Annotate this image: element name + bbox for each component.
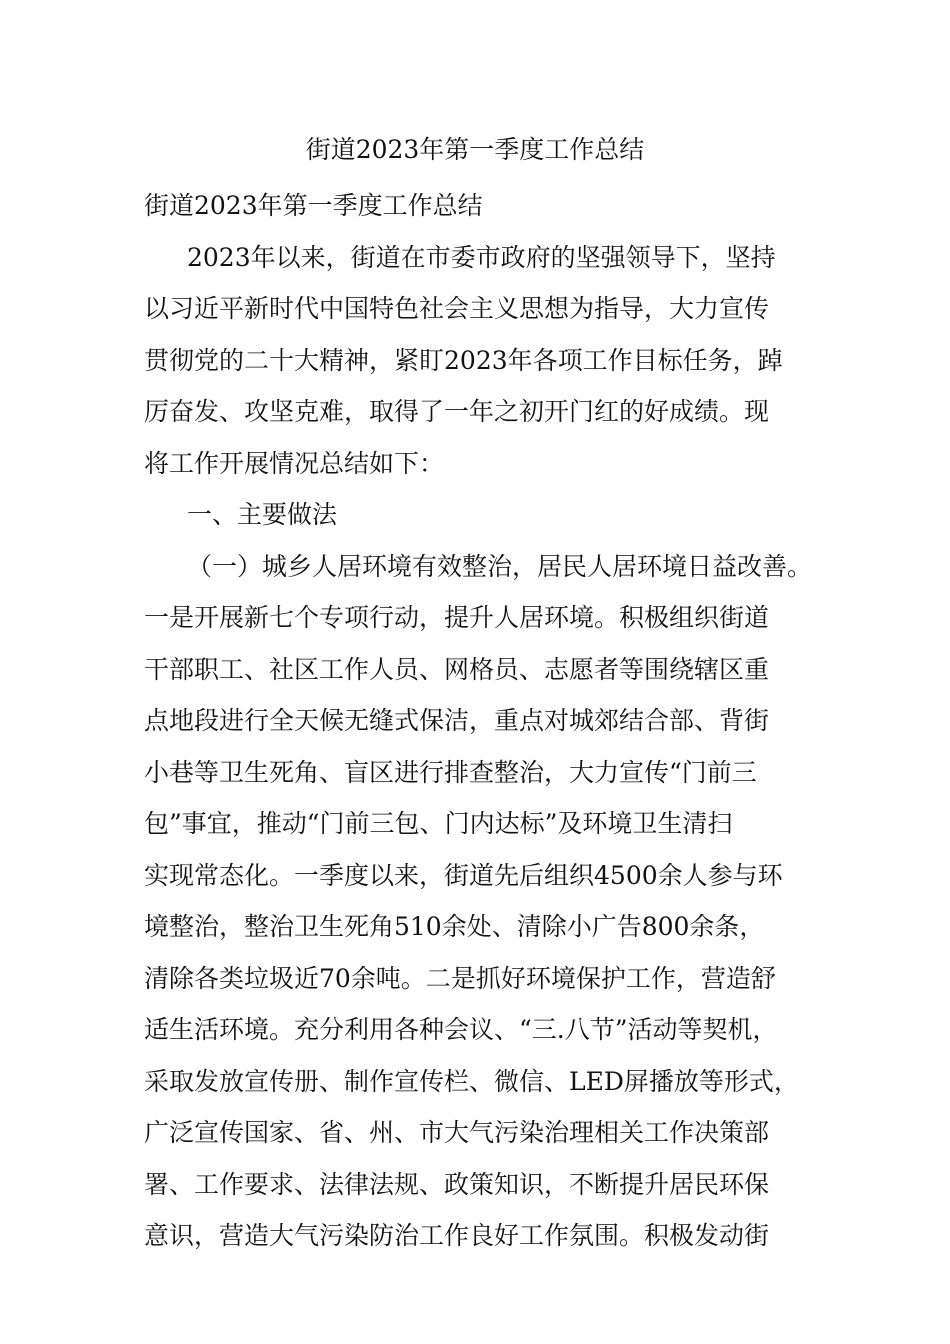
body-line: 广泛宣传国家、省、州、市大气污染治理相关工作决策部 [144,1118,770,1147]
body-line: 署、工作要求、法律法规、政策知识，不断提升居民环保 [144,1169,770,1199]
section-heading: 一、主要做法 [187,500,338,529]
document-body [144,180,814,1262]
body-line: 将工作开展情况总结如下： [144,448,445,478]
subsection-heading: （一）城乡人居环境有效整治，居民人居环境日益改善。 [187,551,813,581]
body-line: 适生活环境。充分利用各种会议、“三.八节”活动等契机， [144,1015,778,1044]
body-line: 采取发放宣传册、制作宣传栏、微信、LED屏播放等形式， [144,1066,799,1096]
body-line: 以习近平新时代中国特色社会主义思想为指导，大力宣传 [144,294,770,323]
body-line: 干部职工、社区工作人员、网格员、志愿者等围绕辖区重 [144,654,770,684]
body-line: 贯彻党的二十大精神，紧盯2023年各项工作目标任务，踔 [144,345,783,375]
body-line: 点地段进行全天候无缝式保洁，重点对城郊结合部、背街 [144,706,770,735]
body-line: 意识，营造大气污染防治工作良好工作氛围。积极发动街 [144,1221,770,1250]
subtitle-line: 街道2023年第一季度工作总结 [144,191,483,220]
body-line: 一是开展新七个专项行动，提升人居环境。积极组织街道 [144,603,770,632]
body-line: 包”事宜，推动“门前三包、门内达标”及环境卫生清扫 [144,809,733,838]
body-line: 小巷等卫生死角、盲区进行排查整治，大力宣传“门前三 [144,757,757,787]
body-line: 清除各类垃圾近70余吨。二是抓好环境保护工作，营造舒 [144,963,776,993]
body-line: 实现常态化。一季度以来，街道先后组织4500余人参与环 [144,860,783,890]
body-line: 厉奋发、攻坚克难，取得了一年之初开门红的好成绩。现 [144,397,770,426]
body-line: 2023年以来，街道在市委市政府的坚强领导下，坚持 [187,242,776,272]
document-title: 街道2023年第一季度工作总结 [305,135,645,164]
body-line: 境整治，整治卫生死角510余处、清除小广告800余条， [144,912,765,941]
